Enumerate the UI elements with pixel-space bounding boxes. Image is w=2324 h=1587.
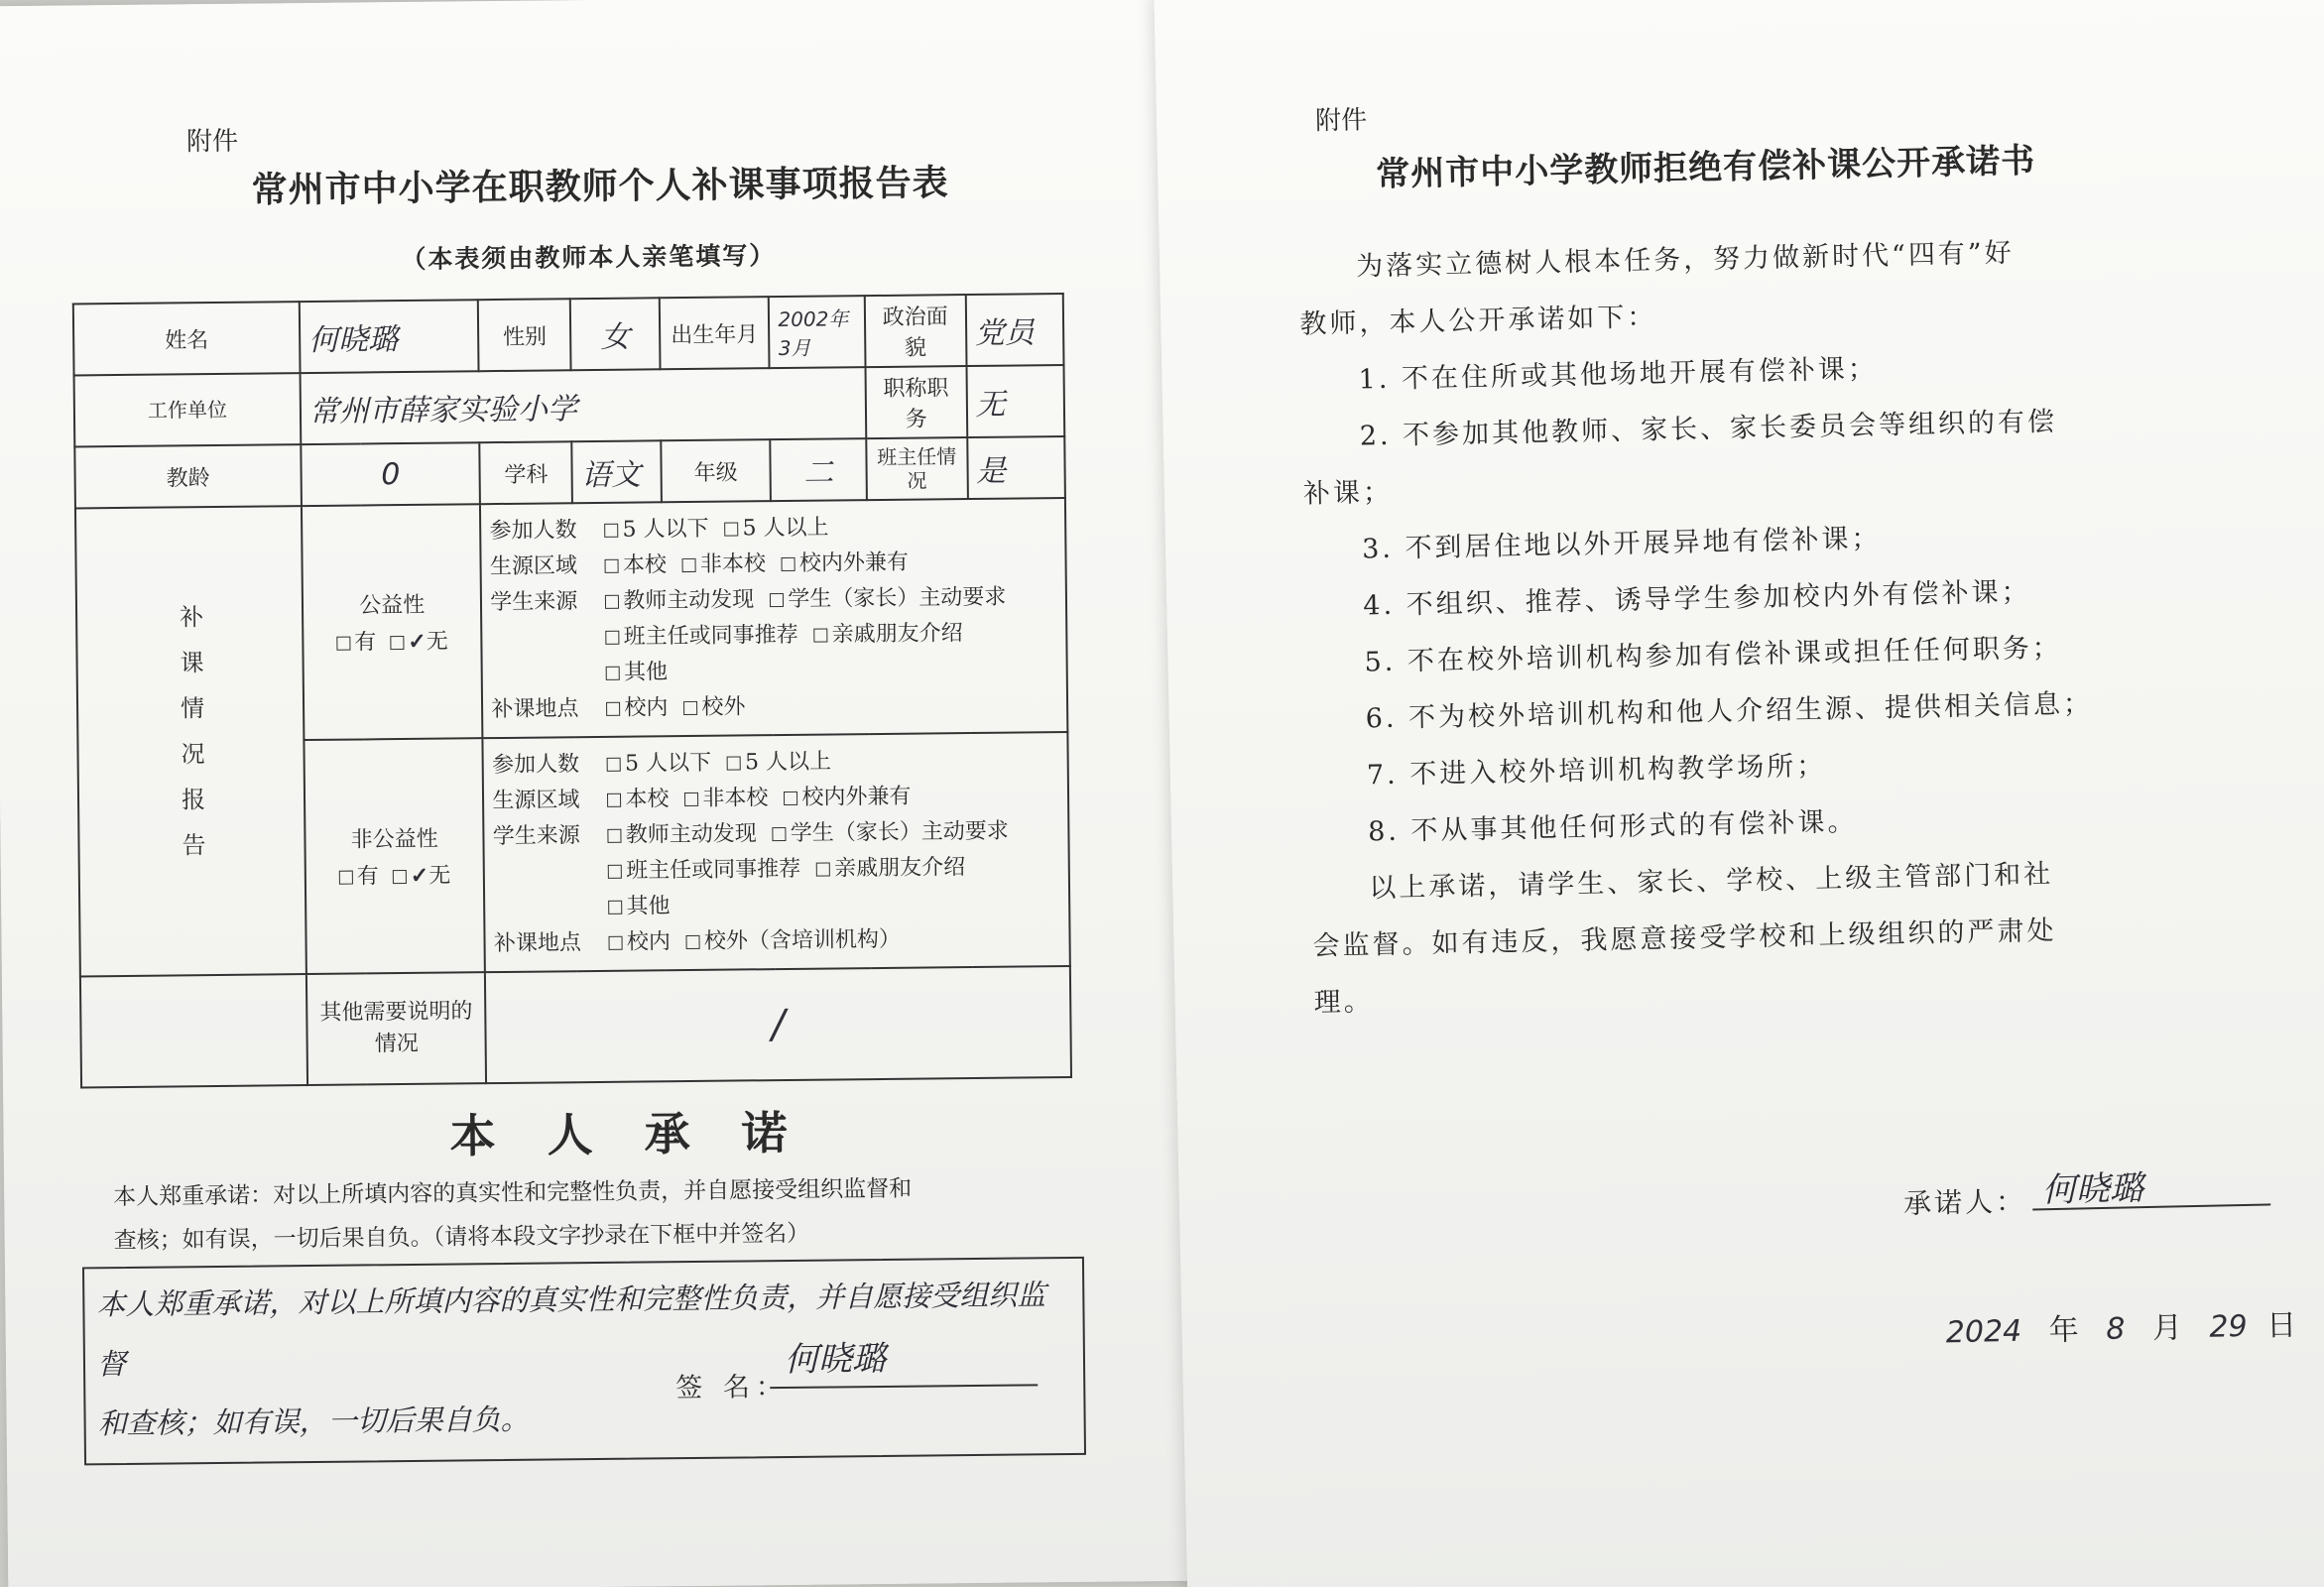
gender-value: 女 <box>570 298 660 370</box>
pledge-item-5: 5. 不在校外培训机构参加有偿补课或担任任何职务； <box>1364 632 2063 678</box>
pledge-item-8: 8. 不从事其他任何形式的有偿补课。 <box>1367 806 1858 848</box>
public-none-label: 无 <box>426 629 448 655</box>
checkbox[interactable] <box>727 756 741 770</box>
pledge-date <box>1945 1300 2296 1351</box>
nonpublic-source-label: 学生来源 <box>492 823 580 850</box>
nonpublic-region-opt: 非本校 <box>702 786 769 811</box>
date-month-unit: 月 <box>2151 1310 2183 1346</box>
checkbox[interactable] <box>684 793 698 806</box>
nonpublic-region-opt: 校内外兼有 <box>801 784 912 810</box>
check-mark-icon: ✓ <box>408 628 427 655</box>
checkbox[interactable] <box>607 758 621 772</box>
name-value: 何晓璐 <box>300 300 479 373</box>
checkbox[interactable] <box>609 936 623 950</box>
pledge-letter-title: 常州市中小学教师拒绝有偿补课公开承诺书 <box>1375 141 2036 195</box>
checkbox[interactable] <box>683 701 697 715</box>
public-options <box>480 498 1067 738</box>
pledge-item-7: 7. 不进入校外培训机构教学场所； <box>1366 750 1827 792</box>
workplace-value: 常州市薛家实验小学 <box>301 367 867 444</box>
other-value: / <box>485 966 1071 1083</box>
signature: 何晓璐 <box>784 1338 887 1381</box>
head-teacher-value: 是 <box>967 436 1065 499</box>
public-has-label: 有 <box>354 630 377 656</box>
pledge-letter-body <box>1298 223 2100 1031</box>
checkbox[interactable] <box>606 631 620 645</box>
public-region-label: 生源区域 <box>489 553 578 580</box>
handwritten-pledge-box <box>82 1257 1086 1466</box>
nonpublic-none-label: 无 <box>428 863 451 889</box>
checkbox[interactable] <box>608 829 622 843</box>
nonpublic-options <box>483 732 1070 972</box>
report-form-table <box>72 293 1072 1088</box>
handwritten-line-2: 和查核；如有误，一切后果自负。 <box>97 1402 530 1441</box>
public-location-opt: 校内 <box>624 695 669 721</box>
intro-line-2: 教师，本人公开承诺如下： <box>1299 302 1657 340</box>
nonpublic-has-label: 有 <box>356 864 379 890</box>
nonpublic-cell <box>304 738 485 974</box>
job-title-value: 无 <box>966 365 1064 437</box>
public-region-opt: 本校 <box>622 552 668 578</box>
report-form-title: 常州市中小学在职教师个人补课事项报告表 <box>251 162 949 211</box>
public-region-opt: 校内外兼有 <box>798 549 910 576</box>
checkbox[interactable] <box>608 865 622 879</box>
pledge-item-3: 3. 不到居住地以外开展异地有偿补课； <box>1361 523 1882 565</box>
checkbox[interactable] <box>784 792 797 805</box>
nonpublic-source-opt: 教师主动发现 <box>625 821 757 848</box>
date-day-unit: 日 <box>2265 1307 2297 1344</box>
nonpublic-location-opt: 校外（含培训机构） <box>703 926 902 954</box>
nonpublic-participants-opt: 5 人以下 <box>624 750 712 777</box>
public-has-checkbox[interactable] <box>336 637 350 651</box>
public-participants-label: 参加人数 <box>489 518 577 545</box>
public-cell <box>302 504 483 740</box>
form-note: （本表须由教师本人亲笔填写） <box>401 241 777 275</box>
pledge-letter-sheet <box>1154 0 2324 1587</box>
pledge-text-2: 查核；如有误，一切后果自负。（请将本段文字抄录在下框中并签名） <box>113 1220 810 1255</box>
nonpublic-source-opt: 班主任或同事推荐 <box>626 856 801 884</box>
pledge-item-1: 1. 不在住所或其他场地开展有偿补课； <box>1358 353 1879 396</box>
public-label: 公益性 <box>359 592 426 619</box>
pledge-text-1: 本人郑重承诺：对以上所填内容的真实性和完整性负责，并自愿接受组织监督和 <box>113 1175 913 1211</box>
checkbox[interactable] <box>814 629 828 643</box>
nonpublic-participants-opt: 5 人以上 <box>744 749 832 776</box>
politics-label: 政治面貌 <box>865 295 967 367</box>
date-day: 29 <box>2209 1308 2248 1345</box>
nonpublic-location-opt: 校内 <box>626 929 672 955</box>
nonpublic-location-label: 补课地点 <box>493 930 582 957</box>
date-year-unit: 年 <box>2048 1312 2080 1349</box>
sign-label: 签 名： <box>675 1371 790 1404</box>
pledge-item-4: 4. 不组织、推荐、诱导学生参加校内外有偿补课； <box>1363 576 2031 622</box>
other-label: 其他需要说明的情况 <box>306 972 487 1085</box>
closing-line-2: 会监督。如有违反，我愿意接受学校和上级组织的严肃处 <box>1312 915 2057 962</box>
nonpublic-source-opt: 学生（家长）主动要求 <box>790 818 1009 846</box>
public-none-checkbox[interactable] <box>390 636 404 650</box>
nonpublic-participants-label: 参加人数 <box>491 752 580 779</box>
pledge-item-2a: 2. 不参加其他教师、家长、家长委员会等组织的有偿 <box>1359 406 2058 452</box>
nonpublic-region-label: 生源区域 <box>492 788 580 814</box>
checkbox[interactable] <box>605 524 619 538</box>
name-label: 姓名 <box>73 302 301 375</box>
pledge-item-2b: 补课； <box>1302 476 1394 510</box>
nonpublic-source-opt: 其他 <box>626 894 671 919</box>
teaching-years-value: 0 <box>301 442 480 506</box>
checkbox[interactable] <box>816 863 830 877</box>
public-source-opt: 学生（家长）主动要求 <box>788 584 1007 612</box>
signer-signature: 何晓璐 <box>2041 1168 2144 1211</box>
public-source-opt: 亲戚朋友介绍 <box>831 621 963 648</box>
nonpublic-region-opt: 本校 <box>625 787 670 812</box>
head-teacher-label: 班主任情况 <box>866 437 967 500</box>
date-year: 2024 <box>1945 1313 2022 1351</box>
checkbox[interactable] <box>725 522 739 536</box>
politics-value: 党员 <box>965 294 1063 366</box>
birth-label: 出生年月 <box>660 297 770 369</box>
checkbox[interactable] <box>607 794 621 807</box>
handwritten-line-1: 本人郑重承诺，对以上所填内容的真实性和完整性负责，并自愿接受组织监督 <box>96 1278 1046 1382</box>
birth-value: 2002年3月 <box>769 296 865 368</box>
checkbox[interactable] <box>605 595 619 609</box>
attachment-label: 附件 <box>185 126 239 158</box>
subject-value: 语文 <box>572 440 662 503</box>
public-participants-opt: 5 人以下 <box>622 516 709 543</box>
pledge-item-6: 6. 不为校外培训机构和他人介绍生源、提供相关信息； <box>1365 688 2094 735</box>
nonpublic-source-opt: 亲戚朋友介绍 <box>834 855 966 882</box>
nonpublic-has-checkbox[interactable] <box>339 871 353 885</box>
nonpublic-none-checkbox[interactable] <box>393 870 407 884</box>
public-source-opt: 教师主动发现 <box>623 587 755 614</box>
public-location-label: 补课地点 <box>491 696 579 723</box>
closing-line-3: 理。 <box>1313 986 1375 1019</box>
intro-line-1: 为落实立德树人根本任务，努力做新时代“四有”好 <box>1355 237 2015 283</box>
signer-label: 承诺人： <box>1902 1184 2027 1221</box>
job-title-label: 职称职务 <box>865 366 967 438</box>
gender-label: 性别 <box>478 299 571 371</box>
attachment-label: 附件 <box>1314 105 1368 137</box>
checkbox[interactable] <box>770 593 784 607</box>
teaching-years-label: 教龄 <box>74 444 302 508</box>
subject-label: 学科 <box>480 441 573 504</box>
grade-value: 二 <box>771 438 867 501</box>
public-source-label: 学生来源 <box>490 589 578 616</box>
checkbox[interactable] <box>782 557 795 571</box>
check-mark-icon: ✓ <box>410 862 429 889</box>
checkbox[interactable] <box>605 559 619 573</box>
checkbox[interactable] <box>686 935 700 949</box>
public-participants-opt: 5 人以上 <box>742 515 829 542</box>
section-label: 补课情况报告 <box>75 506 306 976</box>
public-region-opt: 非本校 <box>699 551 767 577</box>
checkbox[interactable] <box>773 827 787 841</box>
closing-line-1: 以上承诺，请学生、家长、学校、上级主管部门和社 <box>1369 858 2054 905</box>
checkbox[interactable] <box>682 558 696 572</box>
pledge-heading: 本 人 承 诺 <box>449 1105 805 1163</box>
grade-label: 年级 <box>661 439 771 502</box>
checkbox[interactable] <box>606 702 620 716</box>
date-month: 8 <box>2105 1311 2126 1347</box>
workplace-label: 工作单位 <box>74 373 302 446</box>
public-source-opt: 其他 <box>623 660 669 685</box>
public-location-opt: 校外 <box>701 694 746 720</box>
nonpublic-label: 非公益性 <box>350 826 438 853</box>
public-source-opt: 班主任或同事推荐 <box>623 622 798 650</box>
checkbox[interactable] <box>608 901 622 915</box>
checkbox[interactable] <box>606 667 620 680</box>
